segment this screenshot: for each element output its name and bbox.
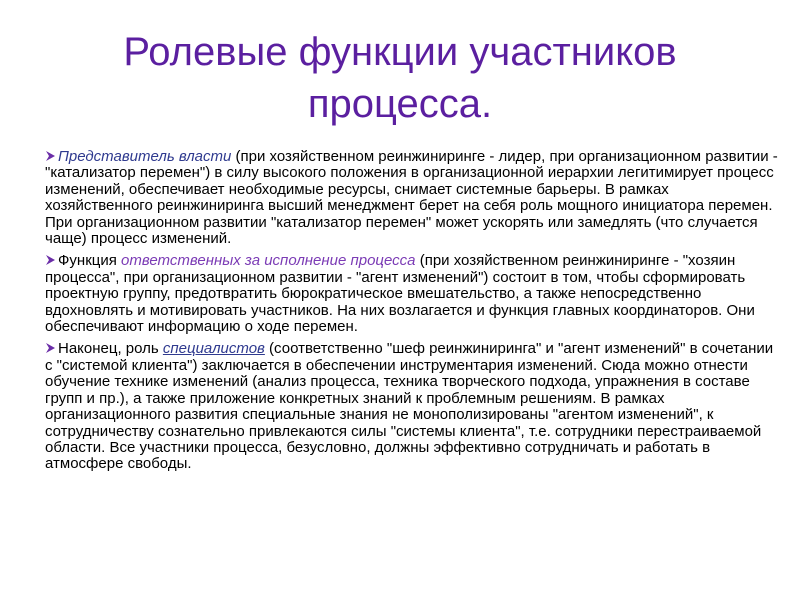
slide-body	[45, 149, 780, 479]
bullet-2-emphasis: ответственных за исполнение процесса	[121, 252, 416, 270]
bullet-2-lead: Функция	[58, 252, 122, 270]
arrow-bullet-icon	[45, 150, 56, 162]
arrow-bullet-icon	[45, 254, 56, 266]
slide-title-line-2: процесса.	[307, 82, 493, 126]
bullet-1-emphasis: Представитель власти	[58, 148, 232, 165]
bullet-3-body: (соответственно "шеф реинжиниринга" и "агент изменений" в сочетании с "системой клиента") заключается в обеспечении инструментария изменений. Сюда можно отнести обучение технике изменений (анализ процесса, техника творческого подхода, упражнения в составе групп и пр.), а также приложение конкретных знаний к проблемным решениям. В рамках организационного развития специальные знания не монополизированы "агентом изменений", к сотрудничеству сознательно привлекаются силы "системы клиента", т.е. сотрудники перестраиваемой области. Все участники процесса, безусловно, должны эффективно сотрудничать и работать в атмосфере свободы.	[45, 340, 774, 473]
bullet-3-emphasis: специалистов	[162, 340, 265, 358]
bullet-paragraph-3	[45, 341, 780, 472]
bullet-1-body: (при хозяйственном реинжиниринге - лидер, при организационном развитии - "катализатор перемен") в силу высокого положения в организационной иерархии легитимирует процесс изменений, обеспечивает необходимые ресурсы, снимает системные барьеры. В рамках хозяйственного реинжиниринга высший менеджмент берет на себя роль мощного инициатора перемен. При организационном развитии "катализатор перемен" может ускорять или замедлять (что случается чаще) процесс изменений.	[45, 148, 778, 248]
arrow-bullet-icon	[45, 342, 56, 354]
slide-title	[0, 26, 800, 130]
slide-title-line-1: Ролевые функции участников	[123, 30, 677, 74]
bullet-paragraph-1	[45, 149, 780, 247]
bullet-3-lead: Наконец, роль	[58, 340, 163, 358]
bullet-paragraph-2	[45, 253, 780, 335]
bullet-2-body: (при хозяйственном реинжиниринге - "хозяин процесса", при организационном развитии - "агент изменений") состоит в том, чтобы сформировать проектную группу, предотвратить бюрократическое вмешательство, а также непосредственно вдохновлять и мотивировать участников. На них возлагается и функция главных координаторов. Они обеспечивают информацию о ходе перемен.	[45, 252, 755, 336]
